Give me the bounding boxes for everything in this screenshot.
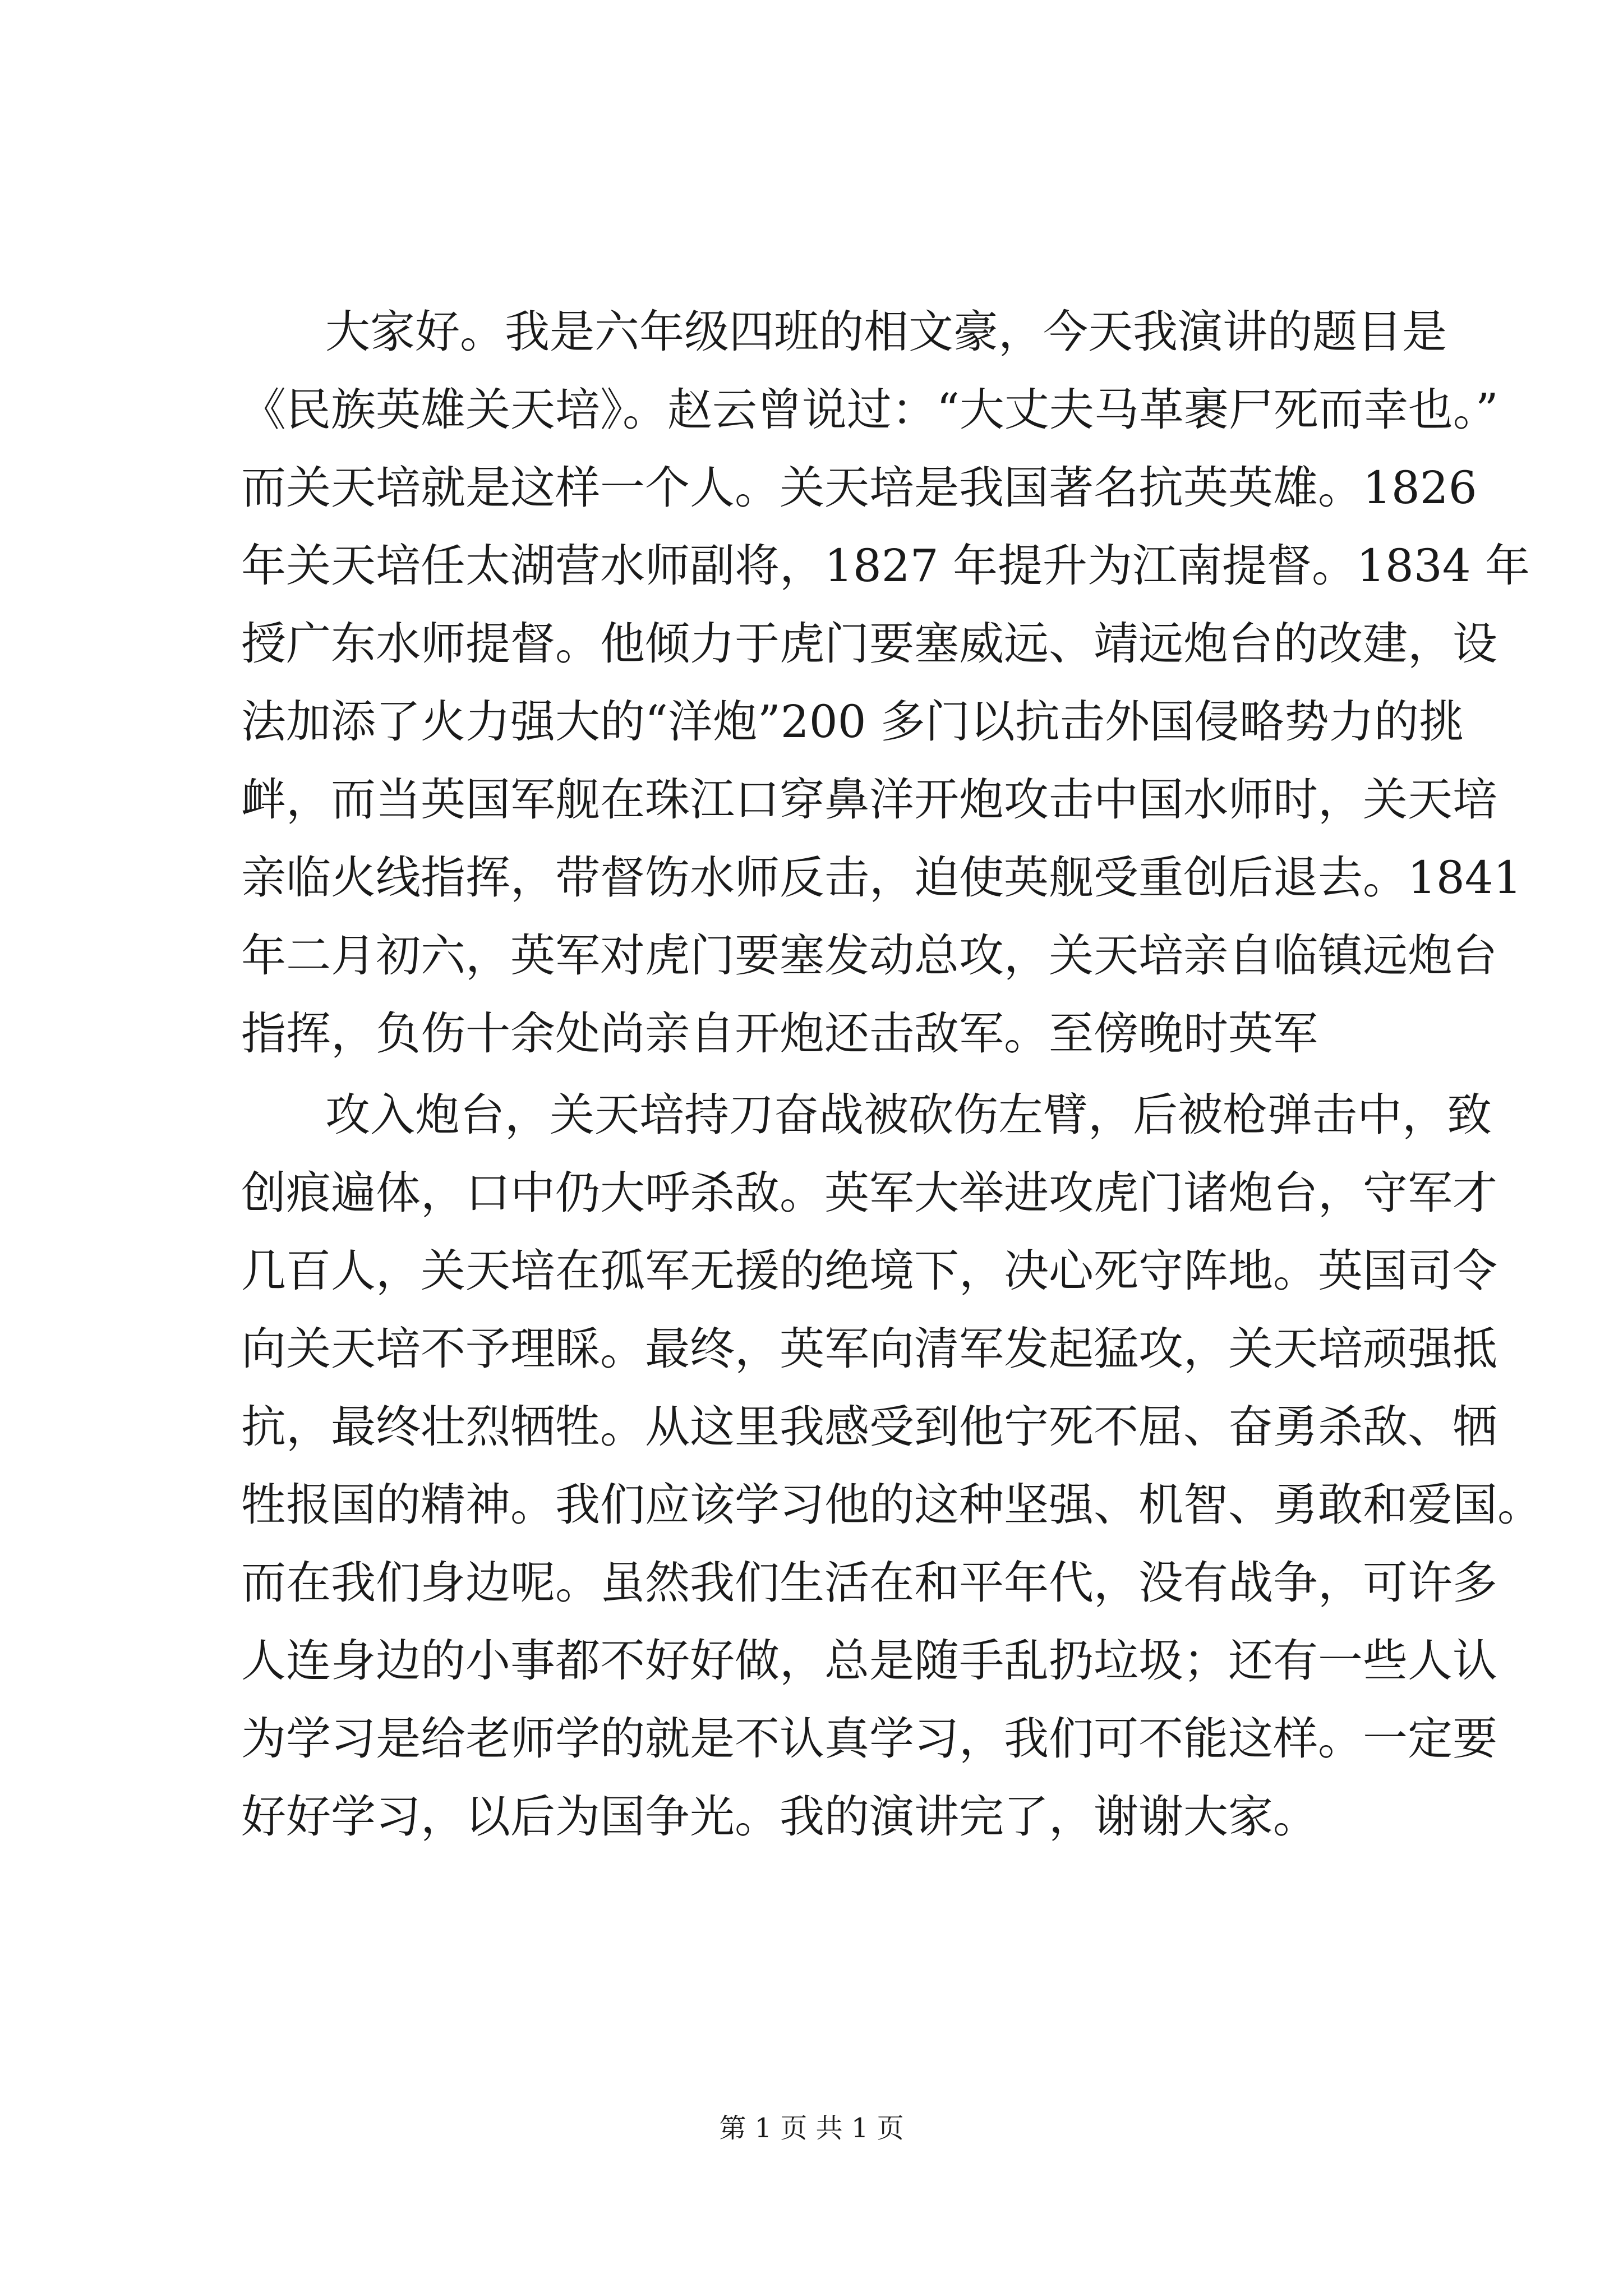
text-line: 牲报国的精神。我们应该学习他的这种坚强、机智、勇敢和爱国。 xyxy=(241,1479,1542,1531)
text-line: 亲临火线指挥，带督饬水师反击，迫使英舰受重创后退去。1841 xyxy=(241,852,1522,904)
text-line: 几百人，关天培在孤军无援的绝境下，决心死守阵地。英国司令 xyxy=(241,1245,1497,1297)
text-line: 抗，最终壮烈牺牲。从这里我感受到他宁死不屈、奋勇杀敌、牺 xyxy=(241,1401,1497,1453)
text-line: 而在我们身边呢。虽然我们生活在和平年代，没有战争，可许多 xyxy=(241,1557,1497,1609)
text-line: 大家好。我是六年级四班的相文豪，今天我演讲的题目是 xyxy=(325,306,1447,358)
text-line: 向关天培不予理睬。最终，英军向清军发起猛攻，关天培顽强抵 xyxy=(241,1323,1497,1375)
text-line: 攻入炮台，关天培持刀奋战被砍伤左臂，后被枪弹击中，致 xyxy=(325,1089,1492,1141)
text-line: 创痕遍体，口中仍大呼杀敌。英军大举进攻虎门诸炮台，守军才 xyxy=(241,1167,1497,1219)
text-line: 授广东水师提督。他倾力于虎门要塞威远、靖远炮台的改建，设 xyxy=(241,618,1497,670)
document-body xyxy=(241,293,1542,1856)
paragraph-1 xyxy=(241,293,1530,1073)
text-line: 而关天培就是这样一个人。关天培是我国著名抗英英雄。1826 xyxy=(241,462,1477,514)
text-line: 衅，而当英国军舰在珠江口穿鼻洋开炮攻击中国水师时，关天培 xyxy=(241,774,1497,826)
text-line: 年关天培任太湖营水师副将，1827 年提升为江南提督。1834 年 xyxy=(241,540,1530,592)
text-line: 《民族英雄关天培》。赵云曾说过：“大丈夫马革裹尸死而幸也。” xyxy=(241,384,1498,436)
text-line: 好好学习，以后为国争光。我的演讲完了，谢谢大家。 xyxy=(241,1791,1318,1843)
text-line: 年二月初六，英军对虎门要塞发动总攻，关天培亲自临镇远炮台 xyxy=(241,930,1497,982)
text-line: 为学习是给老师学的就是不认真学习，我们可不能这样。一定要 xyxy=(241,1713,1497,1765)
text-line: 指挥，负伤十余处尚亲自开炮还击敌军。至傍晚时英军 xyxy=(241,1007,1318,1060)
page-footer: 第 1 页 共 1 页 xyxy=(719,2113,904,2144)
text-line: 法加添了火力强大的“洋炮”200 多门以抗击外国侵略势力的挑 xyxy=(241,696,1464,748)
paragraph-2 xyxy=(241,1076,1542,1856)
text-line: 人连身边的小事都不好好做，总是随手乱扔垃圾；还有一些人认 xyxy=(241,1635,1497,1687)
